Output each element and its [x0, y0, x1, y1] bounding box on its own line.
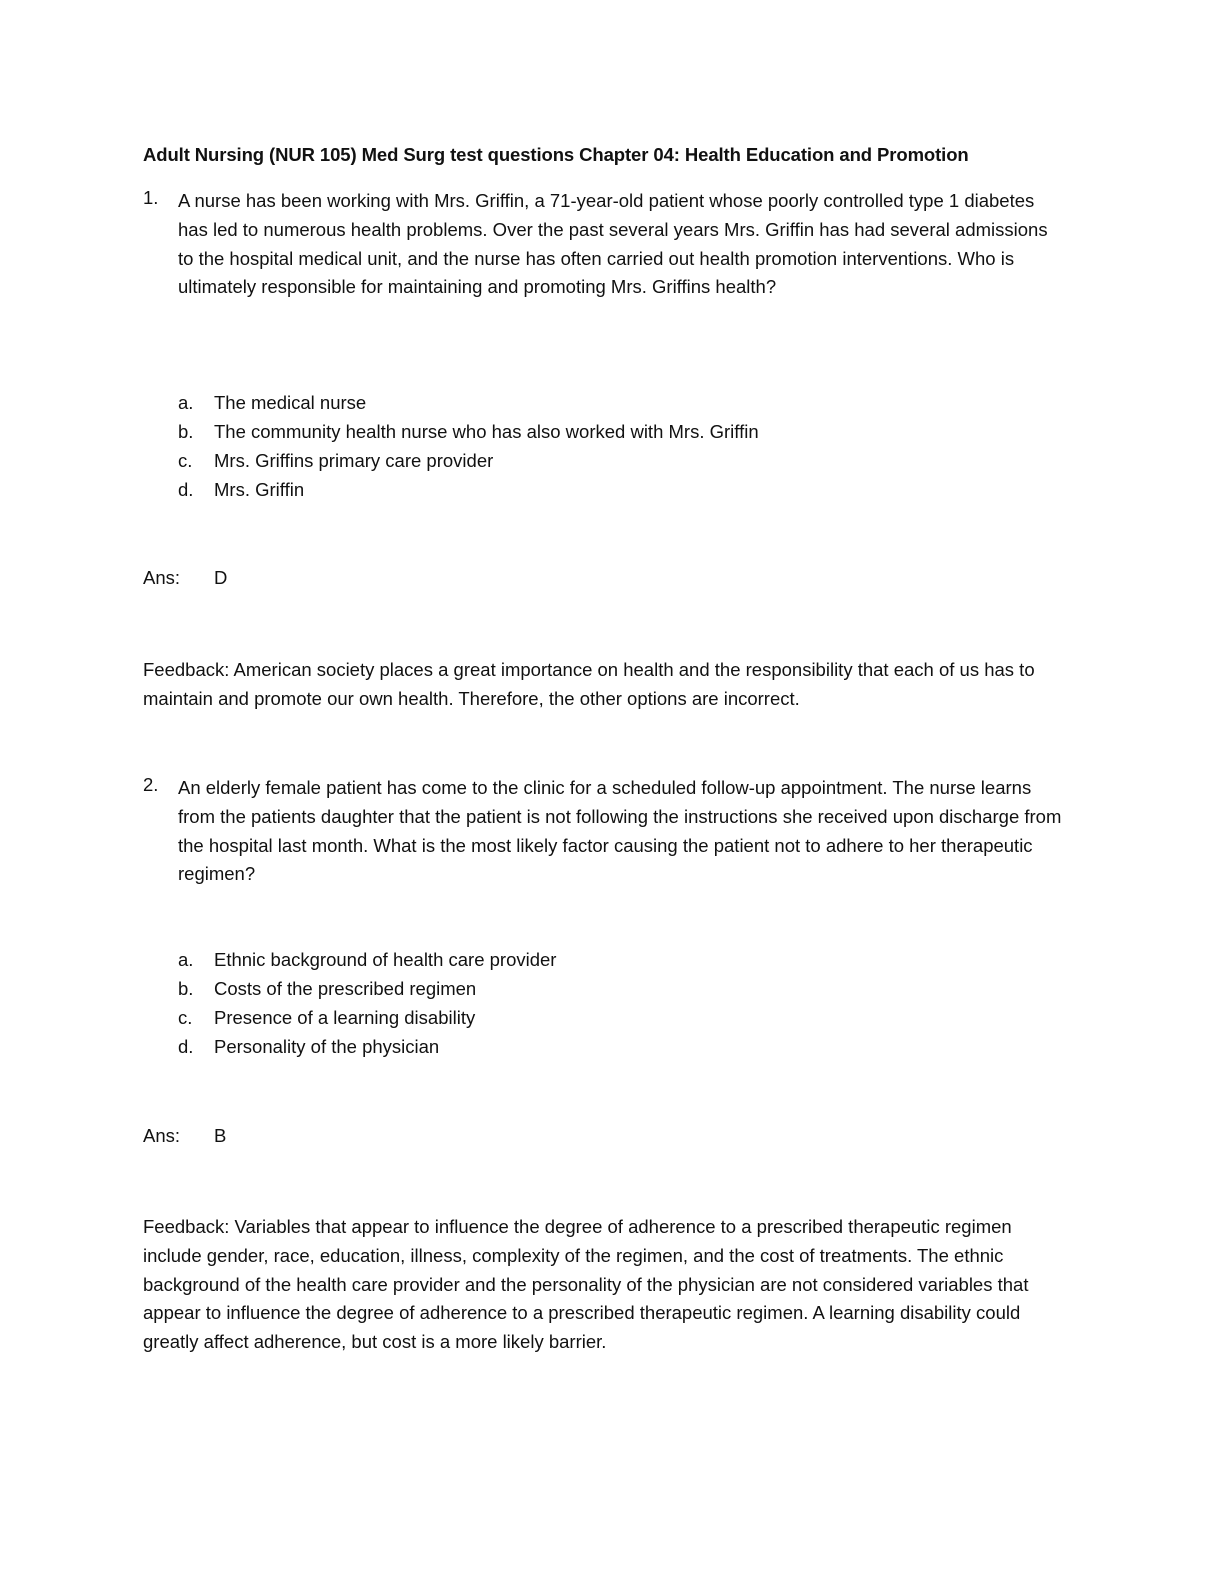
question-2-option-a-text: Ethnic background of health care provider [214, 949, 557, 970]
question-1-option-a-text: The medical nurse [214, 392, 367, 413]
question-2-option-c-letter: c. [178, 1007, 193, 1028]
question-2-option-c-text: Presence of a learning disability [214, 1007, 476, 1028]
question-2-option-d-text: Personality of the physician [214, 1036, 440, 1057]
question-1-option-b-text: The community health nurse who has also worked with Mrs. Griffin [214, 421, 759, 442]
question-1-option-b-letter: b. [178, 421, 194, 442]
question-1-option-a-letter: a. [178, 392, 194, 413]
question-2-text: An elderly female patient has come to the clinic for a scheduled follow-up appointment. The nurse learns from the patients daughter that the patient is not following the instructions she received upon discharge from the hospital last month. What is the most likely factor causing the patient not to adhere to her therapeutic regimen? [178, 777, 1062, 885]
question-2-option-d-letter: d. [178, 1036, 194, 1057]
question-2-answer: B [214, 1125, 227, 1146]
question-2-number: 2. [143, 774, 159, 795]
question-1-option-d-letter: d. [178, 479, 194, 500]
question-2-feedback: Feedback: Variables that appear to influence the degree of adherence to a prescribed therapeutic regimen include gender, race, education, illness, complexity of the regimen, and the cost of treatments. The ethnic background of the health care provider and the personality of the physician are not considered variables that appear to influence the degree of adherence to a prescribed therapeutic regimen. A learning disability could greatly affect adherence, but cost is a more likely barrier. [143, 1216, 1029, 1353]
question-2-option-b-text: Costs of the prescribed regimen [214, 978, 477, 999]
question-1-number: 1. [143, 187, 159, 208]
question-1-option-d-text: Mrs. Griffin [214, 479, 305, 500]
question-1-option-c-text: Mrs. Griffins primary care provider [214, 450, 494, 471]
question-1-option-c-letter: c. [178, 450, 193, 471]
question-2-option-a-letter: a. [178, 949, 194, 970]
question-1-feedback: Feedback: American society places a great importance on health and the responsibility that each of us has to maintain and promote our own health. Therefore, the other options are incorrect. [143, 659, 1035, 709]
question-1-answer-label: Ans: [143, 567, 181, 588]
question-2-option-b-letter: b. [178, 978, 194, 999]
document-title: Adult Nursing (NUR 105) Med Surg test questions Chapter 04: Health Education and Promotion [143, 144, 969, 165]
question-1-answer: D [214, 567, 228, 588]
question-1-text: A nurse has been working with Mrs. Griffin, a 71-year-old patient whose poorly controlled type 1 diabetes has led to numerous health problems. Over the past several years Mrs. Griffin has had several admissions to the hospital medical unit, and the nurse has often carried out health promotion interventions. Who is ultimately responsible for maintaining and promoting Mrs. Griffins health? [178, 190, 1048, 298]
question-2-answer-label: Ans: [143, 1125, 181, 1146]
